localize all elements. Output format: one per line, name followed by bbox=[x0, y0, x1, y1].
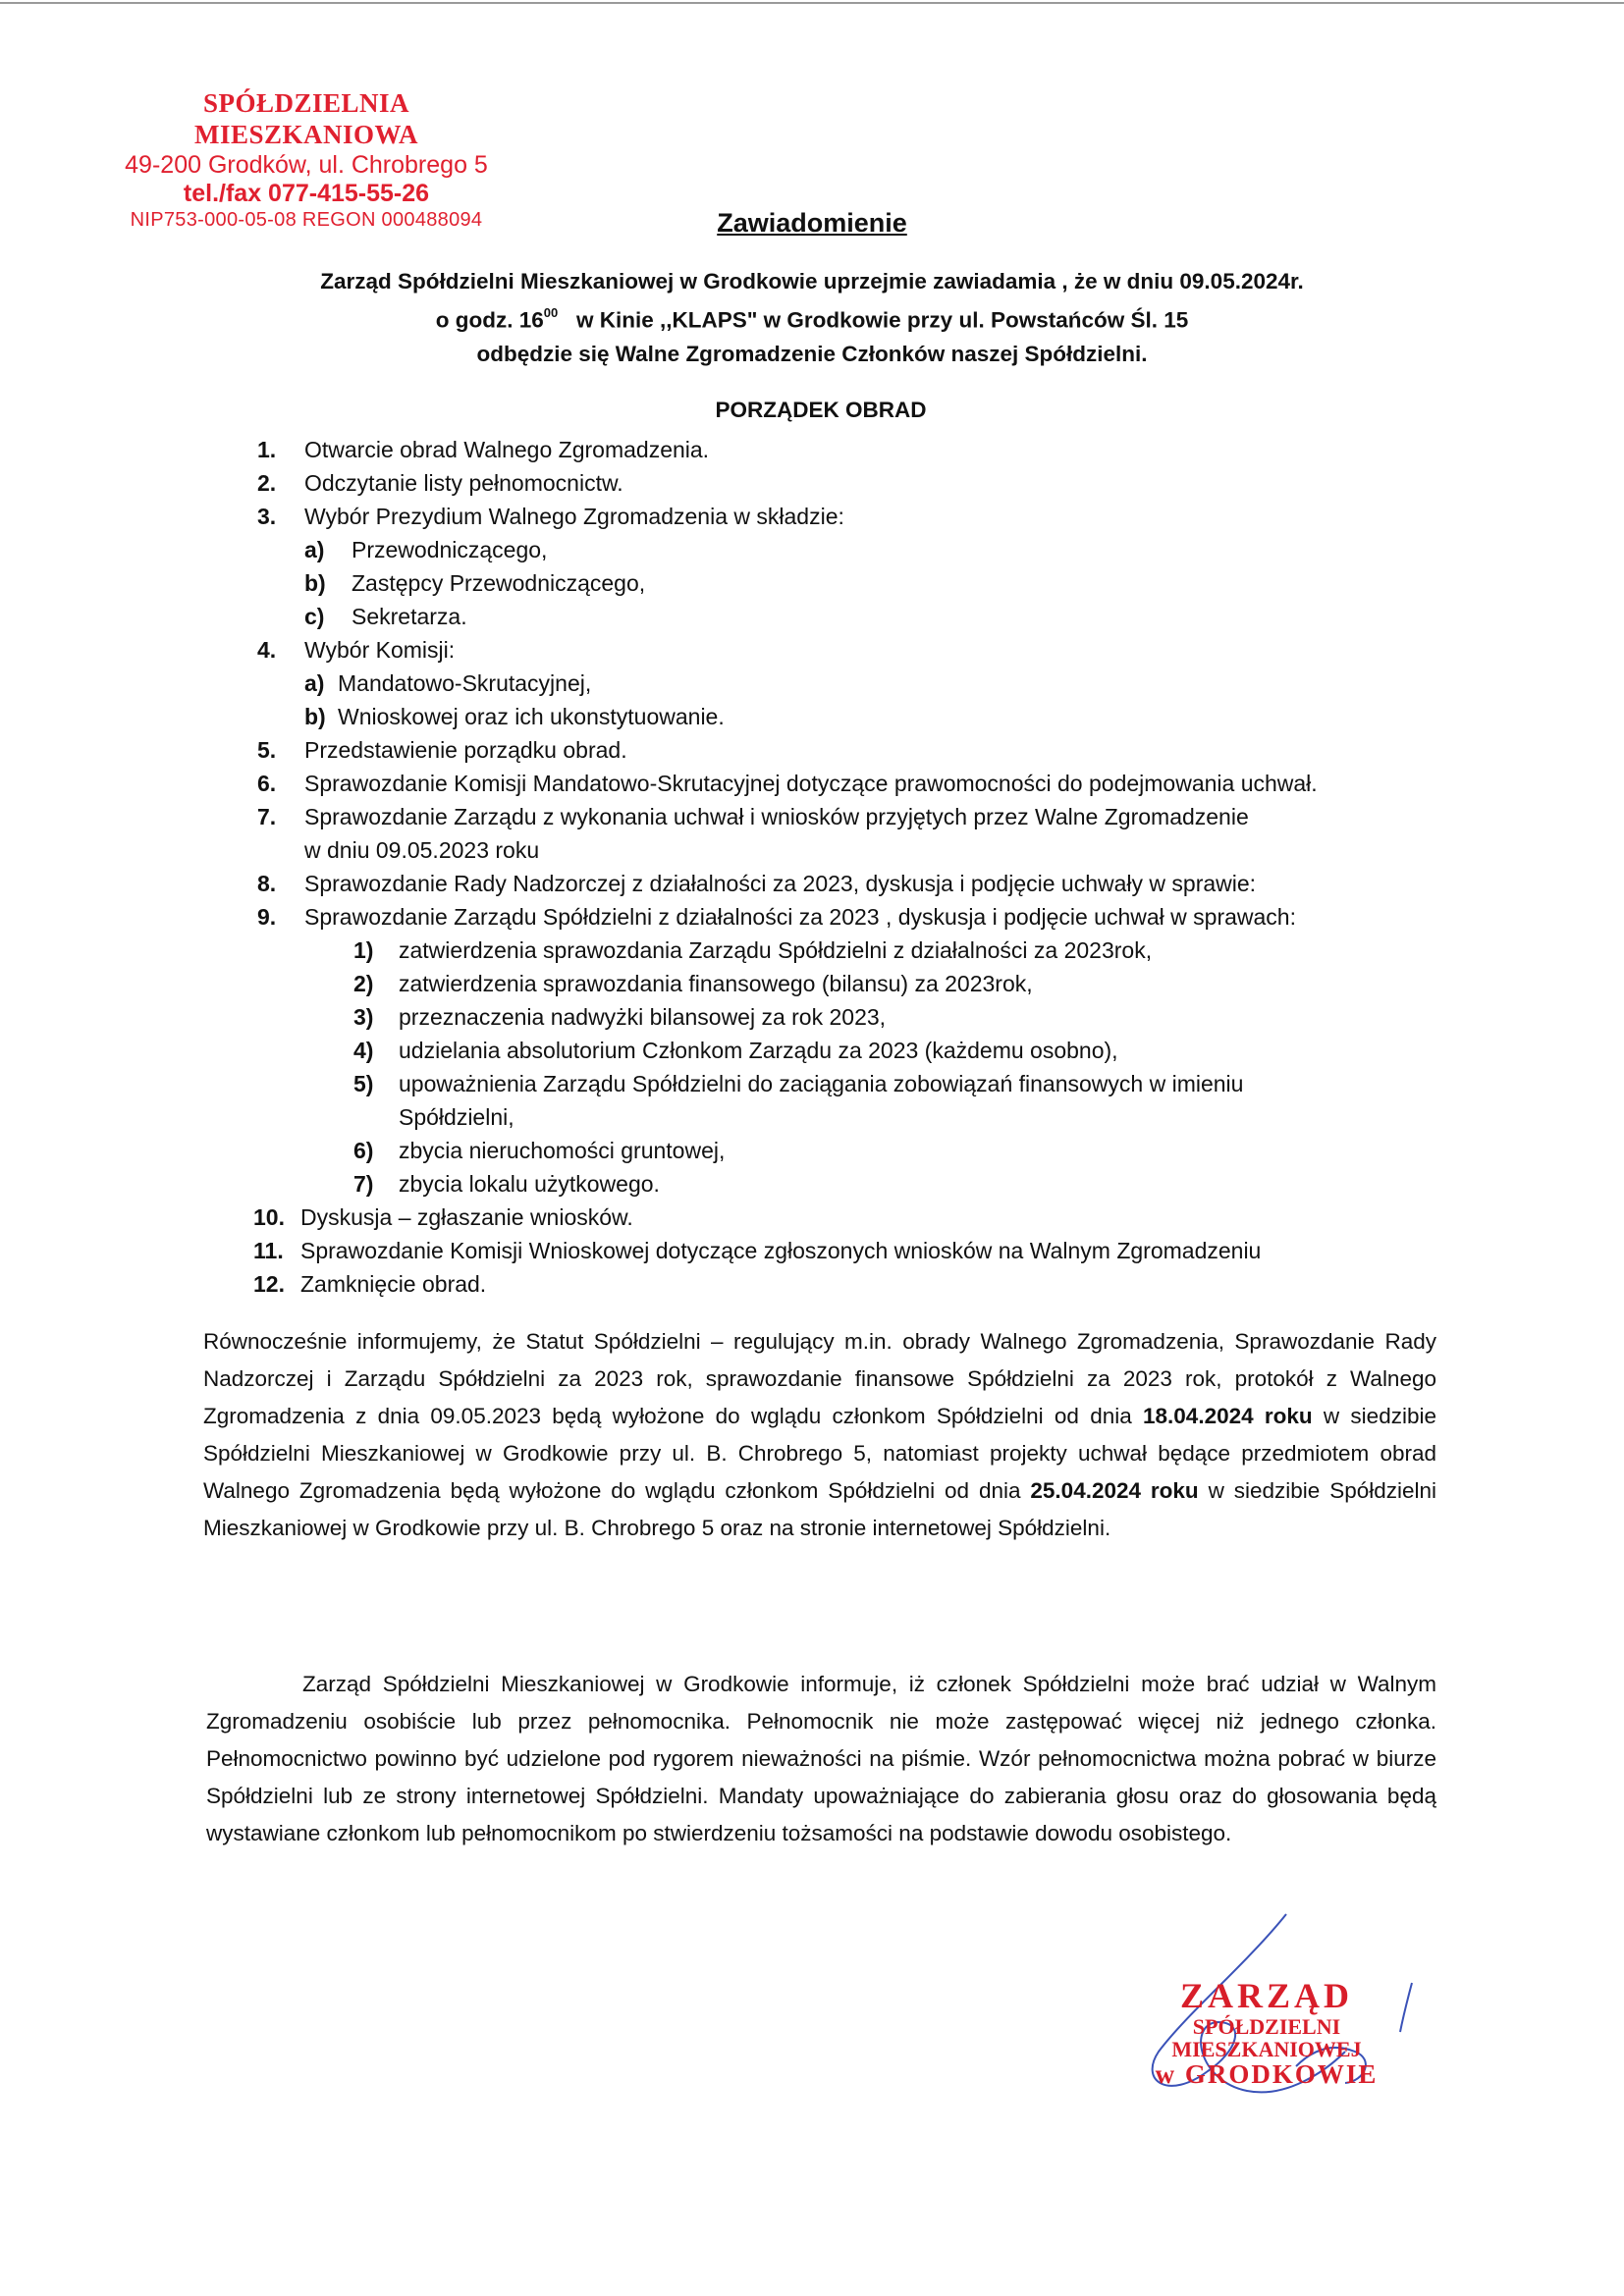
agenda-subitem-number: 5) bbox=[353, 1071, 374, 1096]
agenda-item-text: Wybór Komisji: bbox=[304, 637, 456, 663]
date-from-documents: 18.04.2024 roku bbox=[1143, 1404, 1313, 1428]
board-stamp-city: w GRODKOWIE bbox=[1155, 2058, 1379, 2089]
paragraph-text: w siedzibie Spółdzielni Mieszkaniowej w Grodkowie przy ul. B. Chrobrego 5, natomiast projekty uchwał będące przedmiotem obrad Walnego Zgromadzenia będą wyłożone do wglądu członkom Spółdzielni od dnia bbox=[203, 1404, 1436, 1503]
announcement-line-1: Zarząd Spółdzielni Mieszkaniowej w Grodkowie uprzejmie zawiadamia , że w dniu 09.05.2024r. bbox=[320, 269, 1304, 294]
agenda-item-number: 12. bbox=[253, 1271, 285, 1297]
agenda-subitem-number: 1) bbox=[353, 937, 374, 963]
agenda-subitem-letter: a) bbox=[304, 670, 325, 696]
agenda-item-number: 10. bbox=[253, 1204, 285, 1230]
agenda-subitem-text: upoważnienia Zarządu Spółdzielni do zaciągania zobowiązań finansowych w imieniu bbox=[399, 1071, 1244, 1096]
agenda-item-text: Zamknięcie obrad. bbox=[300, 1271, 487, 1297]
agenda-item-number: 4. bbox=[257, 637, 277, 663]
agenda-subitem-text: udzielania absolutorium Członkom Zarządu za 2023 (każdemu osobno), bbox=[399, 1038, 1118, 1063]
agenda-item-text: Sprawozdanie Zarządu Spółdzielni z działalności za 2023 , dyskusja i podjęcie uchwał w sprawach: bbox=[304, 904, 1296, 930]
agenda-subitem-number: 3) bbox=[353, 1004, 374, 1030]
board-stamp-title: ZARZĄD bbox=[1179, 1976, 1353, 2015]
paragraph-text: Zarząd Spółdzielni Mieszkaniowej w Grodkowie informuje, iż członek Spółdzielni może brać udział w Walnym Zgromadzeniu osobiście lub przez pełnomocnika. Pełnomocnik nie może zastępować więcej niż jednego członka. Pełnomocnictwo powinno być udzielone pod rygorem nieważności na piśmie. Wzór pełnomocnictwa można pobrać w biurze Spółdzielni lub ze strony internetowej Spółdzielni. Mandaty upoważniające do zabierania głosu oraz do głosowania będą wystawiane członkom lub pełnomocnikom po stwierdzeniu tożsamości na podstawie dowodu osobistego. bbox=[206, 1672, 1436, 1845]
agenda-item-number: 9. bbox=[257, 904, 277, 930]
agenda-item-text: Sprawozdanie Zarządu z wykonania uchwał i wniosków przyjętych przez Walne Zgromadzenie bbox=[304, 804, 1249, 829]
agenda-item-number: 6. bbox=[257, 771, 277, 796]
agenda-item-text: Sprawozdanie Rady Nadzorczej z działalności za 2023, dyskusja i podjęcie uchwały w sprawie: bbox=[304, 871, 1257, 896]
stamp-phone: tel./fax 077-415-55-26 bbox=[183, 180, 430, 208]
agenda-subitem-text: Zastępcy Przewodniczącego, bbox=[352, 570, 646, 596]
agenda-subitem-text: Spółdzielni, bbox=[399, 1104, 514, 1130]
board-stamp bbox=[1100, 1978, 1434, 2088]
agenda-subitem-text: Wnioskowej oraz ich ukonstytuowanie. bbox=[338, 704, 725, 729]
agenda-subitem-text: zbycia lokalu użytkowego. bbox=[399, 1171, 660, 1197]
stamp-address: 49-200 Grodków, ul. Chrobrego 5 bbox=[125, 150, 488, 179]
agenda-subitem-text: zbycia nieruchomości gruntowej, bbox=[399, 1138, 726, 1163]
agenda-item-text: Odczytanie listy pełnomocnictw. bbox=[304, 470, 623, 496]
agenda-subitem-number: 7) bbox=[353, 1171, 374, 1197]
agenda-item-number: 2. bbox=[257, 470, 277, 496]
agenda-item-number: 3. bbox=[257, 504, 277, 529]
board-stamp-organization: SPÓŁDZIELNI MIESZKANIOWEJ bbox=[1171, 2013, 1362, 2061]
paragraph-text: w siedzibie Spółdzielni Mieszkaniowej w Grodkowie przy ul. B. Chrobrego 5 oraz na stronie internetowej Spółdzielni. bbox=[203, 1478, 1437, 1540]
paragraph-text: Równocześnie informujemy, że Statut Spółdzielni – regulujący m.in. obrady Walnego Zgromadzenia, Sprawozdanie Rady Nadzorczej i Zarządu Spółdzielni za 2023 rok, sprawozdanie finansowe Spółdzielni za 2023 rok, protokół z Walnego Zgromadzenia z dnia 09.05.2023 będą wyłożone do wglądu członkom Spółdzielni od dnia bbox=[203, 1329, 1436, 1428]
scan-top-border bbox=[0, 2, 1624, 4]
agenda-item-number: 7. bbox=[257, 804, 277, 829]
agenda-item-text: Przedstawienie porządku obrad. bbox=[304, 737, 627, 763]
stamp-nip-regon: NIP753-000-05-08 REGON 000488094 bbox=[130, 208, 483, 231]
meeting-announcement bbox=[0, 265, 1624, 371]
agenda-subitem-letter: b) bbox=[304, 704, 326, 729]
meeting-time: o godz. 16 bbox=[435, 307, 544, 333]
agenda-subitem-text: Przewodniczącego, bbox=[352, 537, 548, 562]
agenda-item-text: w dniu 09.05.2023 roku bbox=[304, 837, 540, 863]
agenda-item-text: Sprawozdanie Komisji Wnioskowej dotyczące zgłoszonych wniosków na Walnym Zgromadzeniu bbox=[300, 1238, 1262, 1263]
documents-availability-paragraph bbox=[203, 1323, 1436, 1547]
agenda-subitem-text: zatwierdzenia sprawozdania Zarządu Spółdzielni z działalności za 2023rok, bbox=[399, 937, 1153, 963]
agenda-title: PORZĄDEK OBRAD bbox=[715, 398, 927, 422]
announcement-line-2 bbox=[0, 298, 1624, 338]
agenda-item-text: Dyskusja – zgłaszanie wniosków. bbox=[300, 1204, 633, 1230]
agenda-item-text: Otwarcie obrad Walnego Zgromadzenia. bbox=[304, 437, 710, 462]
agenda-subitem-number: 6) bbox=[353, 1138, 374, 1163]
agenda-subitem-number: 4) bbox=[353, 1038, 374, 1063]
document-title: Zawiadomienie bbox=[717, 208, 907, 238]
agenda-subitem-text: Mandatowo-Skrutacyjnej, bbox=[338, 670, 592, 696]
meeting-venue: w Kinie ,,KLAPS" w Grodkowie przy ul. Powstańców Śl. 15 bbox=[575, 307, 1189, 333]
date-from-resolutions: 25.04.2024 roku bbox=[1030, 1478, 1199, 1503]
agenda-subitem-letter: b) bbox=[304, 570, 326, 596]
agenda-item-number: 11. bbox=[253, 1238, 284, 1263]
proxy-information-paragraph bbox=[206, 1666, 1436, 1852]
agenda-subitem-letter: a) bbox=[304, 537, 325, 562]
meeting-time-minutes: 00 bbox=[543, 305, 559, 320]
stamp-name: SPÓŁDZIELNIA MIESZKANIOWA bbox=[193, 88, 419, 149]
announcement-line-3: odbędzie się Walne Zgromadzenie Członków naszej Spółdzielni. bbox=[476, 341, 1148, 366]
agenda-item-text: Wybór Prezydium Walnego Zgromadzenia w składzie: bbox=[304, 504, 844, 529]
agenda-item-number: 8. bbox=[257, 871, 277, 896]
agenda-item-text: Sprawozdanie Komisji Mandatowo-Skrutacyjnej dotyczące prawomocności do podejmowania uchwał. bbox=[304, 771, 1318, 796]
agenda-subitem-text: przeznaczenia nadwyżki bilansowej za rok 2023, bbox=[399, 1004, 887, 1030]
agenda-subitem-text: Sekretarza. bbox=[352, 604, 467, 629]
agenda-subitem-number: 2) bbox=[353, 971, 374, 996]
agenda-subitem-letter: c) bbox=[304, 604, 325, 629]
agenda-subitem-text: zatwierdzenia sprawozdania finansowego (bilansu) za 2023rok, bbox=[399, 971, 1033, 996]
agenda-item-number: 5. bbox=[257, 737, 277, 763]
agenda-item-number: 1. bbox=[257, 437, 277, 462]
